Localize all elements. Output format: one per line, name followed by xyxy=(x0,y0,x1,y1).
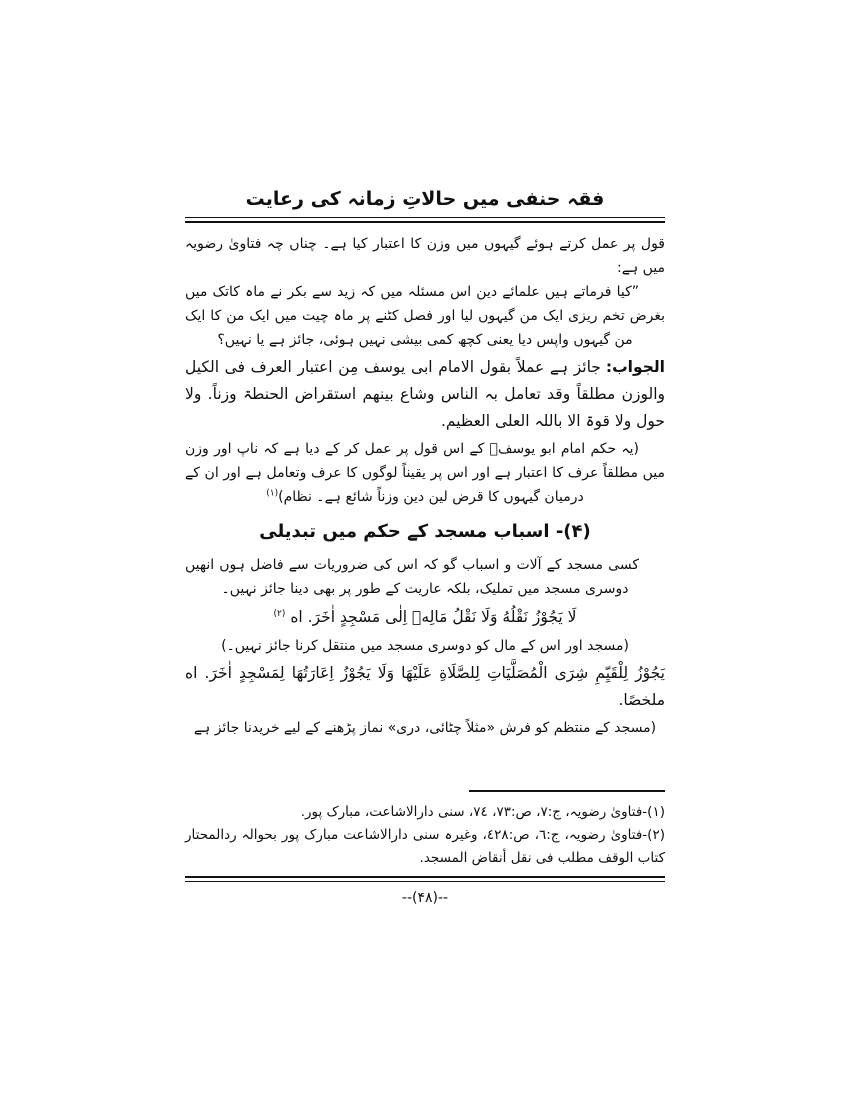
footnote-ref-1: (۱) xyxy=(266,488,279,499)
arabic-quote-2: يَجُوْزُ لِلْقَيِّمِ شِرَى الْمُصَلَّيَاتِ لِلصَّلَاةِ عَلَيْهَا وَلَا يَجُوْزُ اِعَارَتُهَا لِمَسْجِدٍ اٰخَرَ. اه ملخصًا. xyxy=(185,664,665,709)
section-heading: (۴)- اسباب مسجد کے حکم میں تبدیلی xyxy=(259,521,591,542)
arabic-quote-1-text: لَا يَجُوْزُ نَقْلُهُ وَلَا نَقْلُ مَالِهٖ اِلٰى مَسْجِدٍ اٰخَرَ. اه xyxy=(290,608,577,626)
paragraph-question: ”کیا فرماتے ہیں علمائے دین اس مسئلہ میں کہ زید سے بکر نے ماہ کاتک میں بغرض تخم ریزی ایک من گیہوں لیا اور فصل کٹنے پر ماہ چیت میں ایک من کا ایک من گیہوں واپس دیا یعنی کچھ کمی بیشی نہیں ہوئی، جائز ہے یا نہیں؟ xyxy=(185,284,665,348)
translation-2: (مسجد کے منتظم کو فرش «مثلاً چٹائی، دری» نماز پڑھنے کے لیے خریدنا جائز ہے xyxy=(193,720,657,736)
paragraph-answer xyxy=(185,354,665,435)
arabic-quote-1 xyxy=(185,604,665,631)
footnote-ref-2: (۲) xyxy=(273,608,286,619)
footer-double-rule xyxy=(185,876,665,882)
footnote-separator-rule xyxy=(469,790,665,792)
paragraph-section-intro: کسی مسجد کے آلات و اسباب گو کہ اس کی ضروریات سے فاضل ہوں انھیں دوسری مسجد میں تملیک، بلکہ عاریت کے طور پر بھی دینا جائز نہیں۔ xyxy=(185,557,639,597)
translation-1: (مسجد اور اس کے مال کو دوسری مسجد میں منتقل کرنا جائز نہیں۔) xyxy=(221,638,629,654)
page-content-column xyxy=(185,186,665,906)
footnote-section xyxy=(185,790,665,909)
explanation-text: (یہ حکم امام ابو یوسفؒ کے اس قول پر عمل کر کے دیا ہے کہ ناپ اور وزن میں مطلقاً عرف کا اعتبار ہے اور اس پر یقیناً لوگوں کا عرف وتعامل ہے اور ان کے درمیان گیہوں کا قرض لین دین وزناً شائع ہے۔ نظام) xyxy=(185,441,665,505)
footnote-1: (١)-فتاویٰ رضویہ، ج:٧، ص:٧٣، ٧٤، سنی دارالاشاعت، مبارک پور. xyxy=(300,804,665,820)
page-header-title: فقہ حنفی میں حالاتِ زمانہ کی رعایت xyxy=(245,188,605,210)
answer-label: الجواب: xyxy=(605,358,665,376)
paragraph-intro: قول پر عمل کرتے ہوئے گیہوں میں وزن کا اعتبار کیا ہے۔ چناں چہ فتاویٰ رضویہ میں ہے: xyxy=(185,236,665,276)
footnote-2: (٢)-فتاویٰ رضویہ، ج:٦، ص:٤٢٨، وغیرہ سنی دارالاشاعت مبارک پور بحوالہ ردالمحتار کتاب الوقف مطلب فی نقل أنقاض المسجد. xyxy=(185,827,665,866)
answer-text: جائز ہے عملاً بقول الامام ابی یوسف مِن اعتبار العرف فی الکیل والوزن مطلقاً وقد تعامل بہ الناس وشاع بینھم استقراض الحنطۃ وزناً. ولا حول ولا قوۃ الا باللہ العلی العظیم. xyxy=(185,358,665,430)
page-number: --(۴۸)-- xyxy=(401,890,449,906)
paragraph-explanation xyxy=(185,437,665,509)
header-double-rule xyxy=(185,217,665,223)
